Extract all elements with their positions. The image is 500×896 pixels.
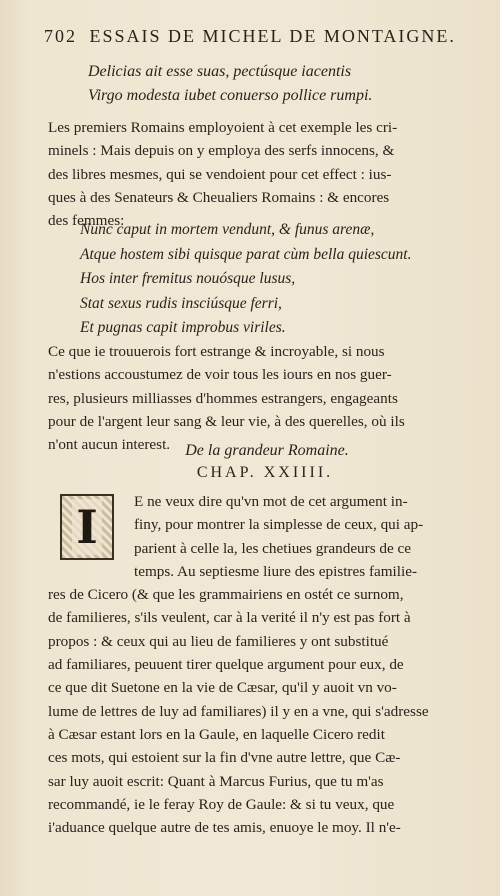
text-line: n'ont aucun interest. <box>48 436 171 454</box>
chapter-body <box>48 490 458 839</box>
text-line: recommandé, ie le feray Roy de Gaule: & si tu veux, que <box>48 795 395 813</box>
text-line: res, plusieurs milliasses d'hommes estrangers, engageants <box>48 389 398 407</box>
text-line: Ce que ie trouuerois fort estrange & incroyable, si nous <box>48 343 385 360</box>
text-line: Les premiers Romains employoient à cet exemple les cri- <box>48 119 398 136</box>
quote-line: Nunc caput in mortem vendunt, & funus arenæ, <box>80 221 375 238</box>
verse-line: Delicias ait esse suas, pectúsque iacentis <box>88 63 352 80</box>
chapter-heading <box>48 442 458 482</box>
paragraph-2 <box>48 340 458 456</box>
quote-line: Hos inter fremitus nouósque lusus, <box>80 270 296 287</box>
text-line: sar luy auoit escrit: Quant à Marcus Furius, que tu m'as <box>48 772 384 790</box>
text-line: minels : Mais depuis on y employa des serfs innocens, & <box>48 142 395 160</box>
text-line: n'estions accoustumez de voir tous les iours en nos guer- <box>48 366 392 384</box>
text-line: i'aduance quelque autre de tes amis, enuoye le moy. Il n'e- <box>48 819 401 837</box>
text-line: res de Cicero (& que les grammairiens en ostét ce surnom, <box>48 586 404 604</box>
text-line: E ne veux dire qu'vn mot de cet argument in- <box>134 493 408 510</box>
running-title: ESSAIS DE MICHEL DE MONTAIGNE. <box>89 26 456 46</box>
page-number: 702 <box>44 26 77 46</box>
latin-quotation <box>48 218 458 341</box>
paragraph-1 <box>48 116 458 232</box>
quote-line: Et pugnas capit improbus viriles. <box>80 319 286 336</box>
text-line: parient à celle la, les chetiues grandeurs de ce <box>134 539 412 557</box>
text-line: lume de lettres de luy ad familiares) il y en a vne, qui s'adresse <box>48 702 429 720</box>
text-line: des libres mesmes, qui se vendoient pour cet effect : ius- <box>48 165 392 183</box>
text-line: propos : & ceux qui au lieu de familieres y ont substitué <box>48 632 389 650</box>
ornamental-drop-cap: I <box>60 494 114 560</box>
quote-line: Atque hostem sibi quisque parat cùm bella quiescunt. <box>80 245 412 263</box>
text-line: à Cæsar estant lors en la Gaule, en laquelle Cicero redit <box>48 725 385 743</box>
text-line: pour de l'argent leur sang & leur vie, à des querelles, où ils <box>48 412 405 430</box>
text-line: des femmes: <box>48 212 125 230</box>
text-line: ce que dit Suetone en la vie de Cæsar, qu'il y auoit vn vo- <box>48 679 397 697</box>
text-line: ces mots, qui estoient sur la fin d'vne autre lettre, que Cæ- <box>48 749 401 767</box>
verse-line: Virgo modesta iubet conuerso pollice rumpi. <box>88 87 373 104</box>
text-line: de familieres, s'ils veulent, car à la verité il n'y est pas fort à <box>48 609 411 627</box>
chapter-title: De la grandeur Romaine. <box>185 442 349 459</box>
chapter-number: CHAP. XXIIII. <box>196 464 334 481</box>
text-line: ad familiares, peuuent tirer quelque argument pour eux, de <box>48 656 404 674</box>
text-line: finy, pour montrer la simplesse de ceux, qui ap- <box>134 516 424 534</box>
running-header <box>44 26 464 47</box>
text-line: temps. Au septiesme liure des epistres familie- <box>134 562 418 580</box>
text-line: ques à des Senateurs & Cheualiers Romains : & encores <box>48 188 390 206</box>
quote-line: Stat sexus rudis insciúsque ferri, <box>80 294 282 312</box>
opening-verses <box>48 60 458 108</box>
